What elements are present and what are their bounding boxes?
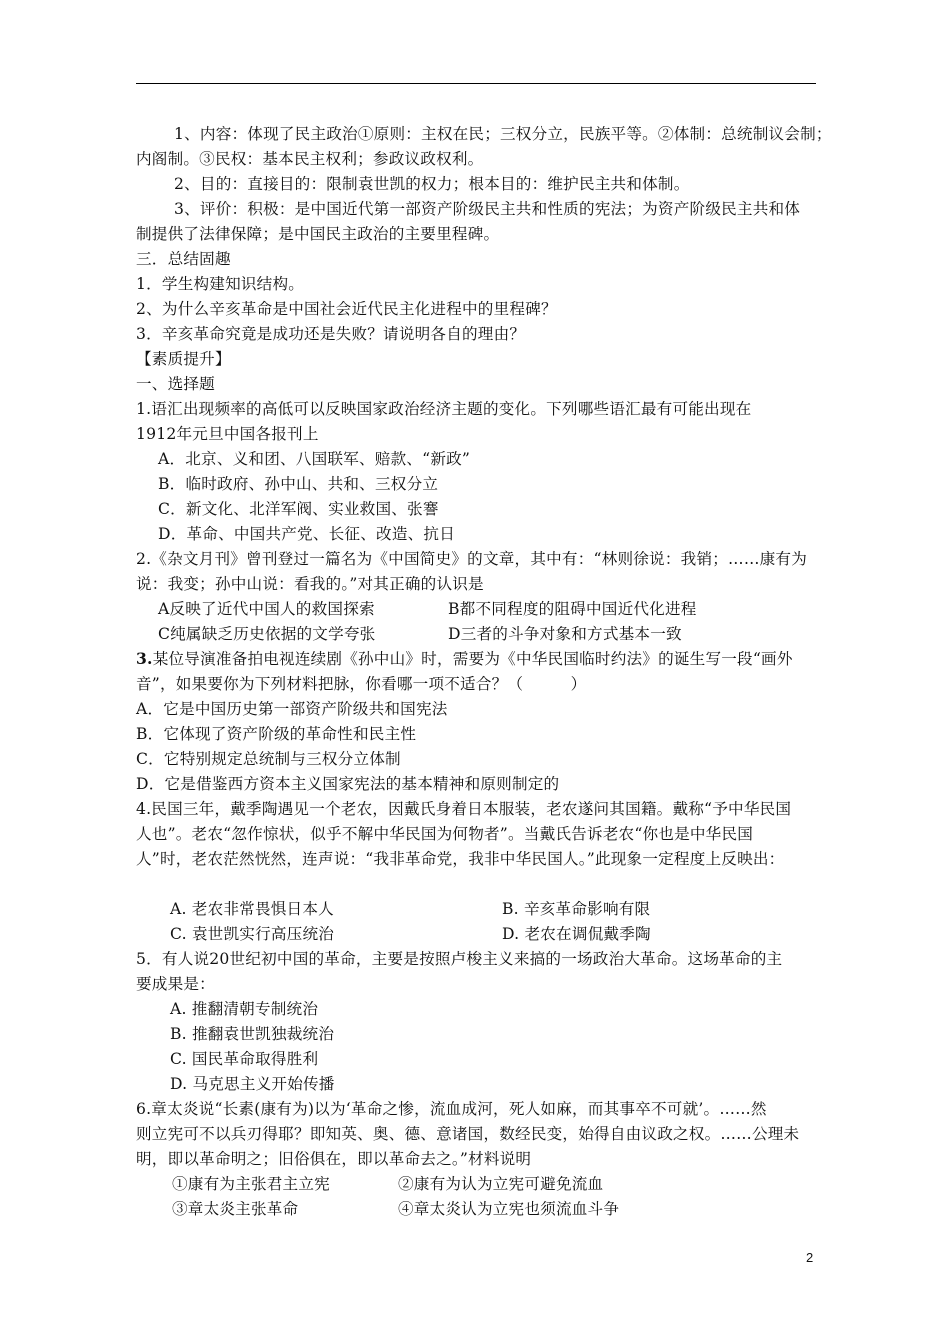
question-1-option-d: D．革命、中国共产党、长征、改造、抗日 [158,525,455,543]
question-4-stem-cont2: 人”时，老农茫然恍然，连声说：“我非革命党，我非中华民国人。”此现象一定程度上反映出： [136,850,785,868]
question-6-item-2: ②康有为认为立宪可避免流血 [398,1175,604,1193]
question-3-stem [136,649,793,669]
question-4-stem: 4.民国三年，戴季陶遇见一个老农，因戴氏身着日本服装，老农遂问其国籍。戴称“予中华民国 [136,800,792,818]
question-3-option-b: B．它体现了资产阶级的革命性和民主性 [136,725,417,743]
question-4-option-d: D. 老农在调侃戴季陶 [502,925,651,943]
question-3-option-d: D．它是借鉴西方资本主义国家宪法的基本精神和原则制定的 [136,775,560,793]
question-4-option-a: A. 老农非常畏惧日本人 [170,900,334,918]
question-3-text: 某位导演准备拍电视连续剧《孙中山》时，需要为《中华民国临时约法》的诞生写一段“画外 [152,650,793,668]
question-5-option-a: A. 推翻清朝专制统治 [170,1000,319,1018]
question-6-stem: 6.章太炎说“长素(康有为)以为‘革命之惨，流血成河，死人如麻，而其事卒不可就’。……然 [136,1100,767,1118]
question-1-option-c: C．新文化、北洋军阀、实业救国、张謇 [158,500,439,518]
question-6-item-4: ④章太炎认为立宪也须流血斗争 [398,1200,620,1218]
content-item-3-cont: 制提供了法律保障；是中国民主政治的主要里程碑。 [136,225,500,243]
question-5-stem-cont: 要成果是： [136,975,215,993]
question-2-option-b: B都不同程度的阻碍中国近代化进程 [448,600,697,618]
question-5-option-d: D. 马克思主义开始传播 [170,1075,335,1093]
question-6-item-3: ③章太炎主张革命 [172,1200,299,1218]
content-item-2: 2、目的：直接目的：限制袁世凯的权力；根本目的：维护民主共和体制。 [174,175,690,193]
question-4-stem-cont: 人也”。老农“忽作惊状，似乎不解中华民国为何物者”。当戴氏告诉老农“你也是中华民国 [136,825,754,843]
question-4-option-b: B. 辛亥革命影响有限 [502,900,651,918]
question-2-option-d: D三者的斗争对象和方式基本一致 [448,625,682,643]
improve-heading: 【素质提升】 [136,350,231,368]
question-6-item-1: ①康有为主张君主立宪 [172,1175,330,1193]
content-item-3: 3、评价：积极：是中国近代第一部资产阶级民主共和性质的宪法；为资产阶级民主共和体 [174,200,801,218]
question-6-stem-cont2: 明，即以革命明之；旧俗俱在，即以革命去之。”材料说明 [136,1150,532,1168]
question-6-stem-cont: 则立宪可不以兵刃得耶？即知英、奥、德、意诸国，数经民变，始得自由议政之权。……公理未 [136,1125,800,1143]
question-1-stem-cont: 1912年元旦中国各报刊上 [136,425,319,443]
question-5-option-c: C. 国民革命取得胜利 [170,1050,319,1068]
question-2-option-a: A反映了近代中国人的救国探索 [158,600,375,618]
question-1-option-a: A．北京、义和团、八国联军、赔款、“新政” [158,450,471,468]
question-2-option-c: C纯属缺乏历史依据的文学夸张 [158,625,376,643]
question-2-stem: 2.《杂文月刊》曾刊登过一篇名为《中国简史》的文章，其中有：“林则徐说：我销；……康有为 [136,550,807,568]
question-3-option-c: C．它特别规定总统制与三权分立体制 [136,750,401,768]
summary-q1: 1．学生构建知识结构。 [136,275,305,293]
question-5-stem: 5．有人说20世纪初中国的革命，主要是按照卢梭主义来搞的一场政治大革命。这场革命的主 [136,950,783,968]
question-3-stem-cont: 音”，如果要你为下列材料把脉，你看哪一项不适合？（ ） [136,675,587,693]
summary-heading: 三．总结固趣 [136,250,231,268]
question-3-option-a: A．它是中国历史第一部资产阶级共和国宪法 [136,700,448,718]
choice-section-heading: 一、选择题 [136,375,215,393]
question-3-number: 3. [136,649,153,668]
summary-q2: 2、为什么辛亥革命是中国社会近代民主化进程中的里程碑？ [136,300,557,318]
question-4-option-c: C. 袁世凯实行高压统治 [170,925,335,943]
summary-q3: 3．辛亥革命究竟是成功还是失败？请说明各自的理由？ [136,325,526,343]
question-1-stem: 1.语汇出现频率的高低可以反映国家政治经济主题的变化。下列哪些语汇最有可能出现在 [136,400,752,418]
question-1-option-b: B．临时政府、孙中山、共和、三权分立 [158,475,439,493]
content-item-1-cont: 内阁制。③民权：基本民主权利；参政议政权利。 [136,150,484,168]
page-number: 2 [806,1250,814,1265]
question-5-option-b: B. 推翻袁世凯独裁统治 [170,1025,335,1043]
question-2-stem-cont: 说：我变；孙中山说：看我的。”对其正确的认识是 [136,575,484,593]
header-rule [136,83,816,84]
content-item-1: 1、内容：体现了民主政治①原则：主权在民；三权分立，民族平等。②体制：总统制议会制； [174,125,832,143]
